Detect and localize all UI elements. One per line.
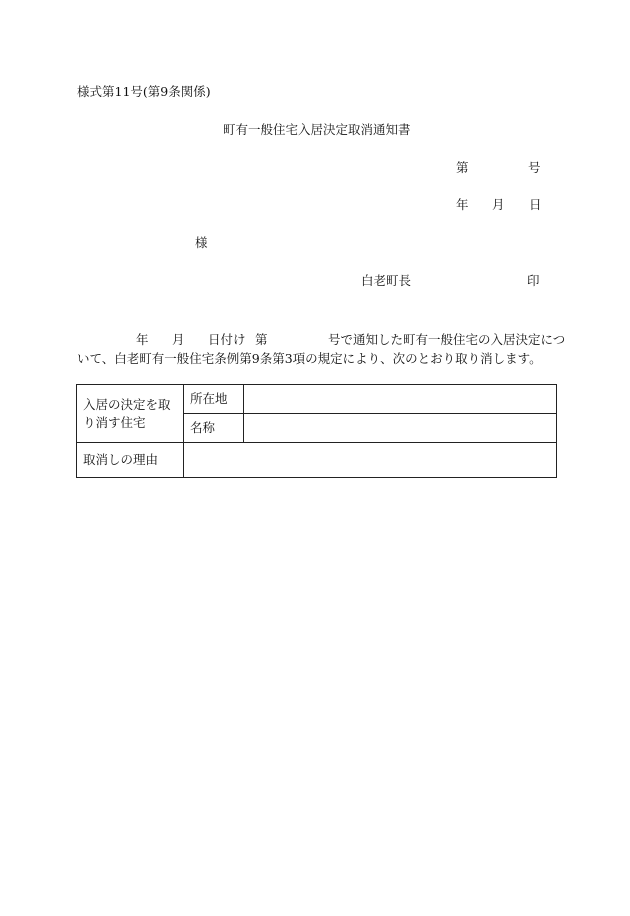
table-row xyxy=(77,385,557,414)
issuer-name: 白老町長 xyxy=(361,273,412,288)
reference-number-suffix: 号 xyxy=(528,160,541,175)
body-number-prefix: 第 xyxy=(255,332,268,347)
reason-value-cell[interactable] xyxy=(184,443,557,478)
form-number: 様式第11号(第9条関係) xyxy=(77,84,211,99)
name-label-cell: 名称 xyxy=(184,414,244,443)
notice-body-line-1 xyxy=(77,330,566,349)
body-month-label: 月 xyxy=(172,332,185,347)
location-label-cell: 所在地 xyxy=(184,385,244,414)
addressee-honorific: 様 xyxy=(195,235,208,250)
house-header-cell: 入居の決定を取り消す住宅 xyxy=(77,385,184,443)
document-title: 町有一般住宅入居決定取消通知書 xyxy=(223,122,411,137)
location-value-cell[interactable] xyxy=(244,385,557,414)
notice-body xyxy=(77,330,566,368)
cancellation-details-table xyxy=(76,384,557,478)
name-value-cell[interactable] xyxy=(244,414,557,443)
body-year-label: 年 xyxy=(136,332,149,347)
seal-mark: 印 xyxy=(527,273,540,288)
notice-body-line-2: いて、白老町有一般住宅条例第9条第3項の規定により、次のとおり取り消します。 xyxy=(77,351,542,366)
date-year-label: 年 xyxy=(456,197,469,212)
body-line-1-rest: 号で通知した町有一般住宅の入居決定につ xyxy=(328,332,566,347)
body-dated-label: 日付け xyxy=(208,332,246,347)
table-row xyxy=(77,443,557,478)
reference-number-prefix: 第 xyxy=(456,160,469,175)
reason-label-cell: 取消しの理由 xyxy=(77,443,184,478)
date-month-label: 月 xyxy=(492,197,505,212)
date-day-label: 日 xyxy=(529,197,542,212)
